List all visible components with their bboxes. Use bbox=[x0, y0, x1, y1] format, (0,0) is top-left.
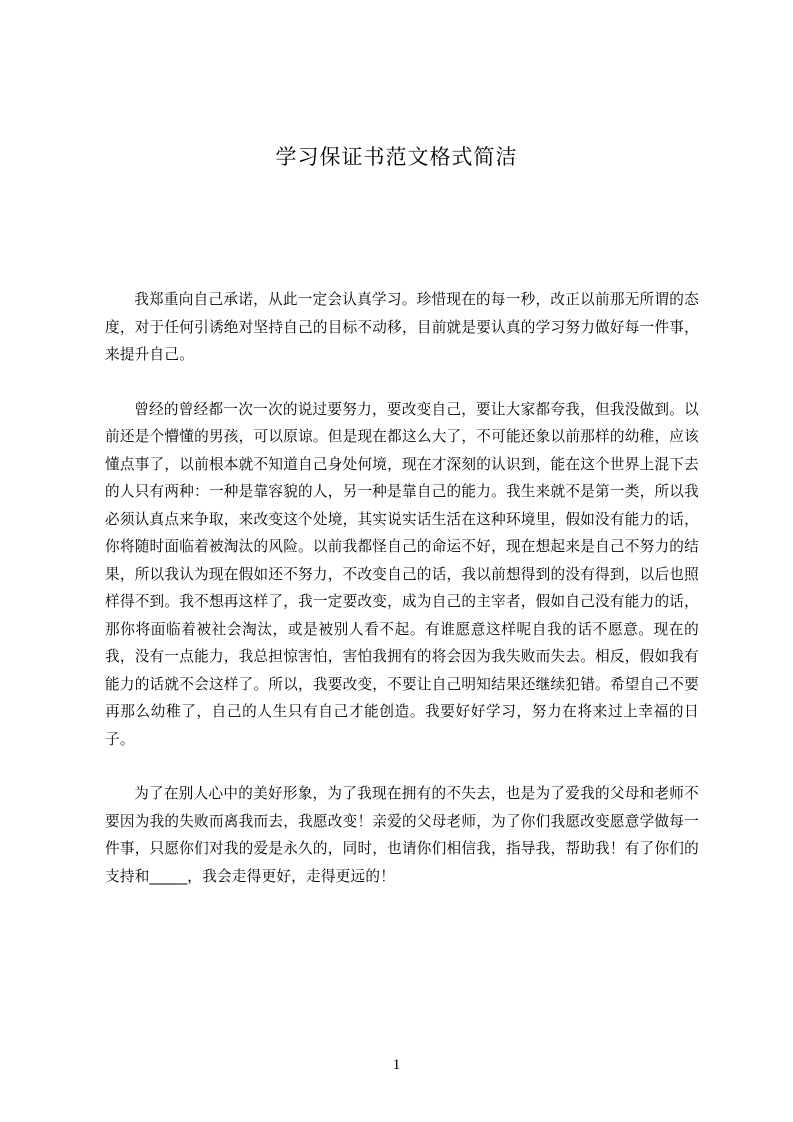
document-body bbox=[105, 286, 699, 917]
page-number: 1 bbox=[392, 1057, 401, 1073]
paragraph-2: 曾经的曾经都一次一次的说过要努力，要改变自己，要让大家都夸我，但我没做到。以前还是个懵懂的男孩，可以原谅。但是现在都这么大了，不可能还象以前那样的幼稚，应该懂点事了，以前根本就不知道自己身处何境，现在才深刻的认识到，能在这个世界上混下去的人只有两种：一种是靠容貌的人，另一种是靠自己的能力。我生来就不是第一类，所以我必须认真点来争取，来改变这个处境，其实说实话生活在这种环境里，假如没有能力的话，你将随时面临着被淘汰的风险。以前我都怪自己的命运不好，现在想起来是自己不努力的结果，所以我认为现在假如还不努力，不改变自己的话，我以前想得到的没有得到，以后也照样得不到。我不想再这样了，我一定要改变，成为自己的主宰者，假如自己没有能力的话，那你将面临着被社会淘汰，或是被别人看不起。有谁愿意这样呢自我的话不愿意。现在的我，没有一点能力，我总担惊害怕，害怕我拥有的将会因为我失败而失去。相反，假如我有能力的话就不会这样了。所以，我要改变，不要让自己明知结果还继续犯错。希望自己不要再那么幼稚了，自己的人生只有自己才能创造。我要好好学习，努力在将来过上幸福的日子。 bbox=[105, 400, 699, 748]
document-title: 学习保证书范文格式简洁 bbox=[275, 145, 518, 169]
paragraph-1: 我郑重向自己承诺，从此一定会认真学习。珍惜现在的每一秒，改正以前那无所谓的态度，对于任何引诱绝对坚持自己的目标不动移，目前就是要认真的学习努力做好每一件事，来提升自己。 bbox=[105, 291, 699, 363]
paragraph-3: 为了在别人心中的美好形象，为了我现在拥有的不失去，也是为了爱我的父母和老师不要因为我的失败而离我而去，我愿改变！亲爱的父母老师，为了你们我愿改变愿意学做每一件事，只愿你们对我的爱是永久的，同时，也请你们相信我，指导我，帮助我！有了你们的支持和_____，我会走得更好，走得更远的！ bbox=[105, 785, 699, 885]
